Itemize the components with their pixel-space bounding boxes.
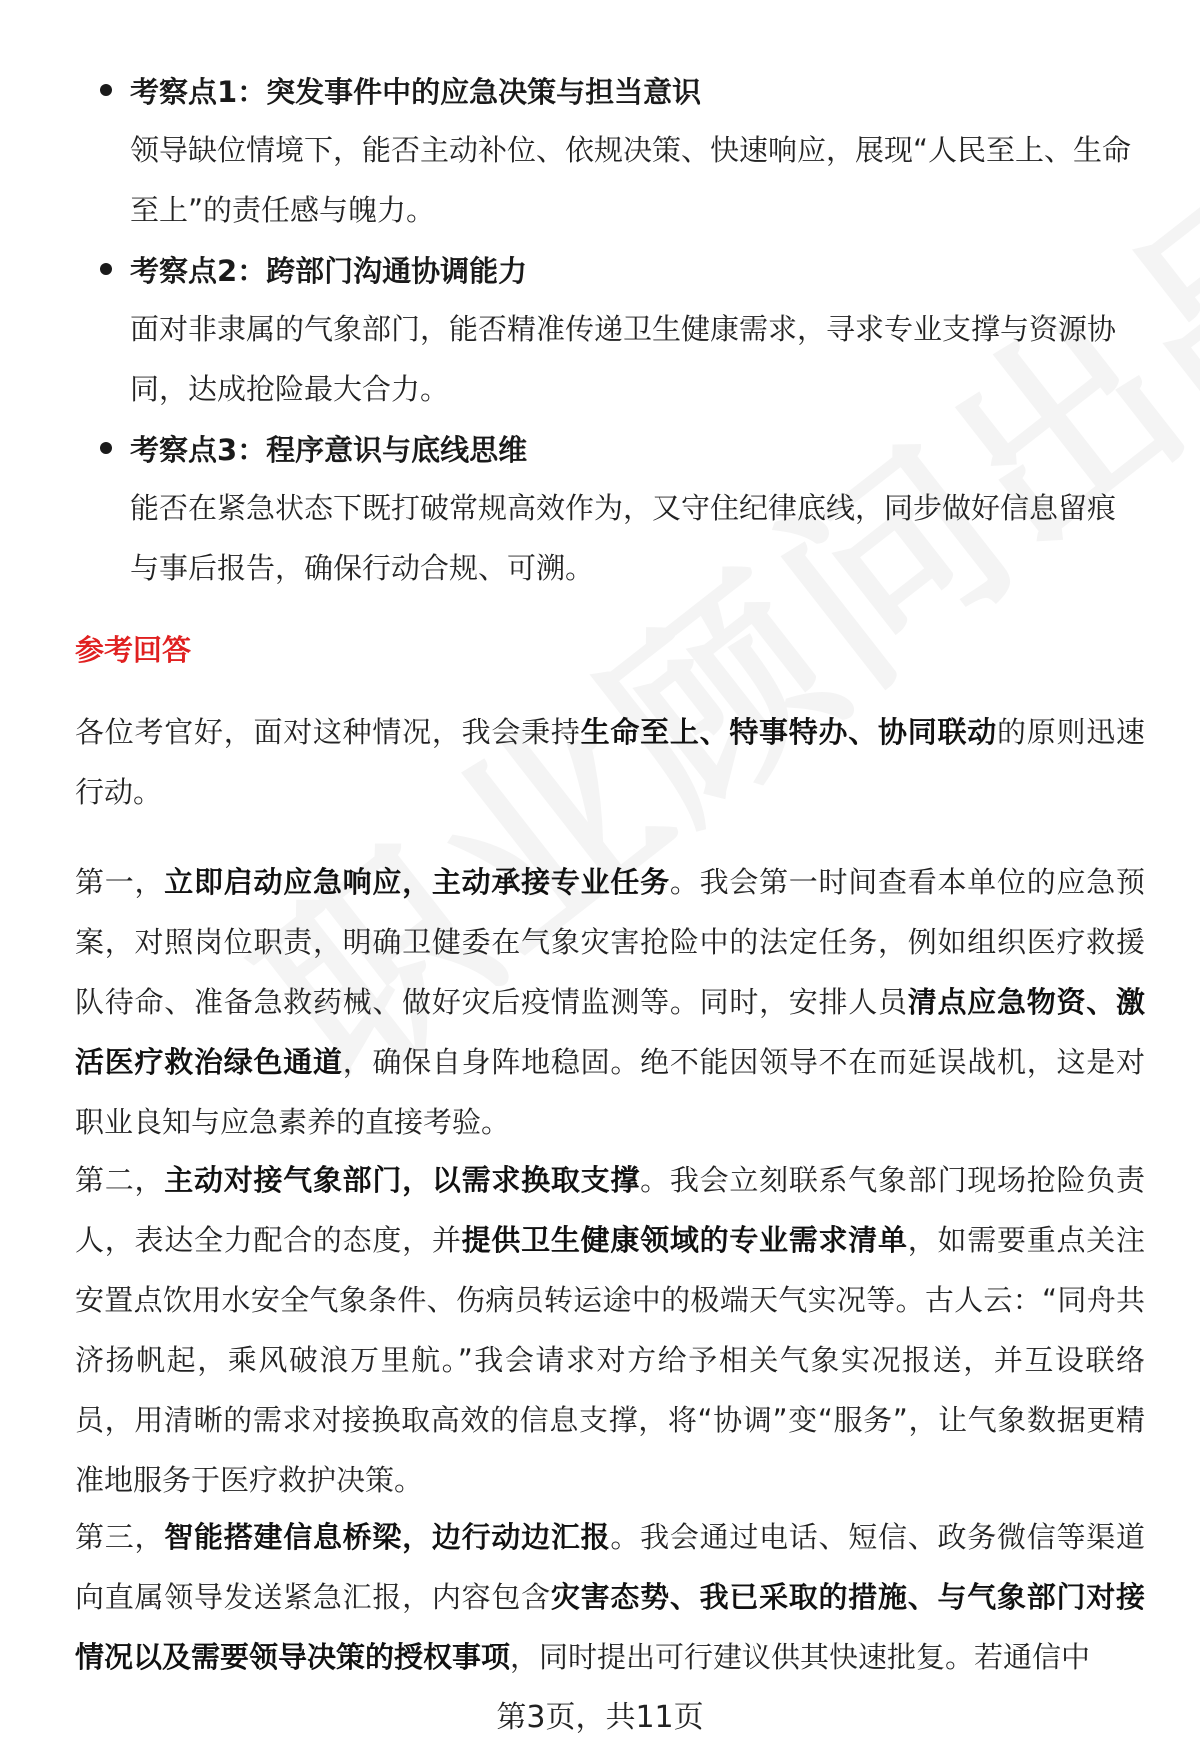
answer-paragraph-1 [75,852,1145,1152]
bold-text: 清点应急物资、激活医疗救治绿色通道 [75,985,1145,1079]
point-description: 面对非隶属的气象部门，能否精准传递卫生健康需求，寻求专业支撑与资源协同，达成抢险最大合力。 [130,312,1117,406]
text-run: 的原则迅速行动。 [75,715,1145,809]
text-run: 。我会立刻联系气象部门现场抢险负责人，表达全力配合的态度，并 [75,1163,1145,1257]
point-title: 考察点1：突发事件中的应急决策与担当意识 [130,75,702,109]
text-run: 第二， [75,1163,165,1197]
bullet-icon [100,263,112,275]
bold-text: 生命至上、特事特办、协同联动 [580,715,997,749]
intro-paragraph [75,702,1145,822]
bold-text: 提供卫生健康领域的专业需求清单 [461,1223,908,1257]
bullet-icon [100,84,112,96]
point-description: 领导缺位情境下，能否主动补位、依规决策、快速响应，展现“人民至上、生命至上”的责任感与魄力。 [130,133,1132,227]
point-title: 考察点2：跨部门沟通协调能力 [130,254,528,288]
text-run: ，同时提出可行建议供其快速批复。若通信中 [510,1640,1091,1674]
page-number: 第3页，共11页 [496,1700,704,1735]
text-run: 。我会第一时间查看本单位的应急预案，对照岗位职责，明确卫健委在气象灾害抢险中的法定任务，例如组织医疗救援队待命、准备急救药械、做好灾后疫情监测等。同时，安排人员 [75,865,1145,1019]
bold-text: 立即启动应急响应，主动承接专业任务 [164,865,670,899]
text-run: 第三， [75,1520,165,1554]
text-run: 各位考官好，面对这种情况，我会秉持 [75,715,581,749]
section-title: 参考回答 [75,633,192,667]
bullet-icon [100,442,112,454]
text-run: 第一， [75,865,165,899]
text-run: 。我会通过电话、短信、政务微信等渠道向直属领导发送紧急汇报，内容包含 [75,1520,1145,1614]
point-description: 能否在紧急状态下既打破常规高效作为，又守住纪律底线，同步做好信息留痕与事后报告，确保行动合规、可溯。 [130,491,1117,585]
answer-paragraph-3 [75,1507,1145,1687]
bold-text: 智能搭建信息桥梁，边行动边汇报 [164,1520,611,1554]
point-title: 考察点3：程序意识与底线思维 [130,433,528,467]
bold-text: 主动对接气象部门，以需求换取支撑 [164,1163,641,1197]
bold-text: 灾害态势、我已采取的措施、与气象部门对接情况以及需要领导决策的授权事项 [75,1580,1145,1674]
text-run: ，如需要重点关注安置点饮用水安全气象条件、伤病员转运途中的极端天气实况等。古人云：“同舟共济扬帆起，乘风破浪万里航。”我会请求对方给予相关气象实况报送，并互设联络员，用清晰的需求对接换取高效的信息支撑，将“协调”变“服务”，让气象数据更精准地服务于医疗救护决策。 [75,1223,1145,1497]
answer-paragraph-2 [75,1150,1145,1510]
text-run: ，确保自身阵地稳固。绝不能因领导不在而延误战机，这是对职业良知与应急素养的直接考验。 [75,1045,1145,1139]
